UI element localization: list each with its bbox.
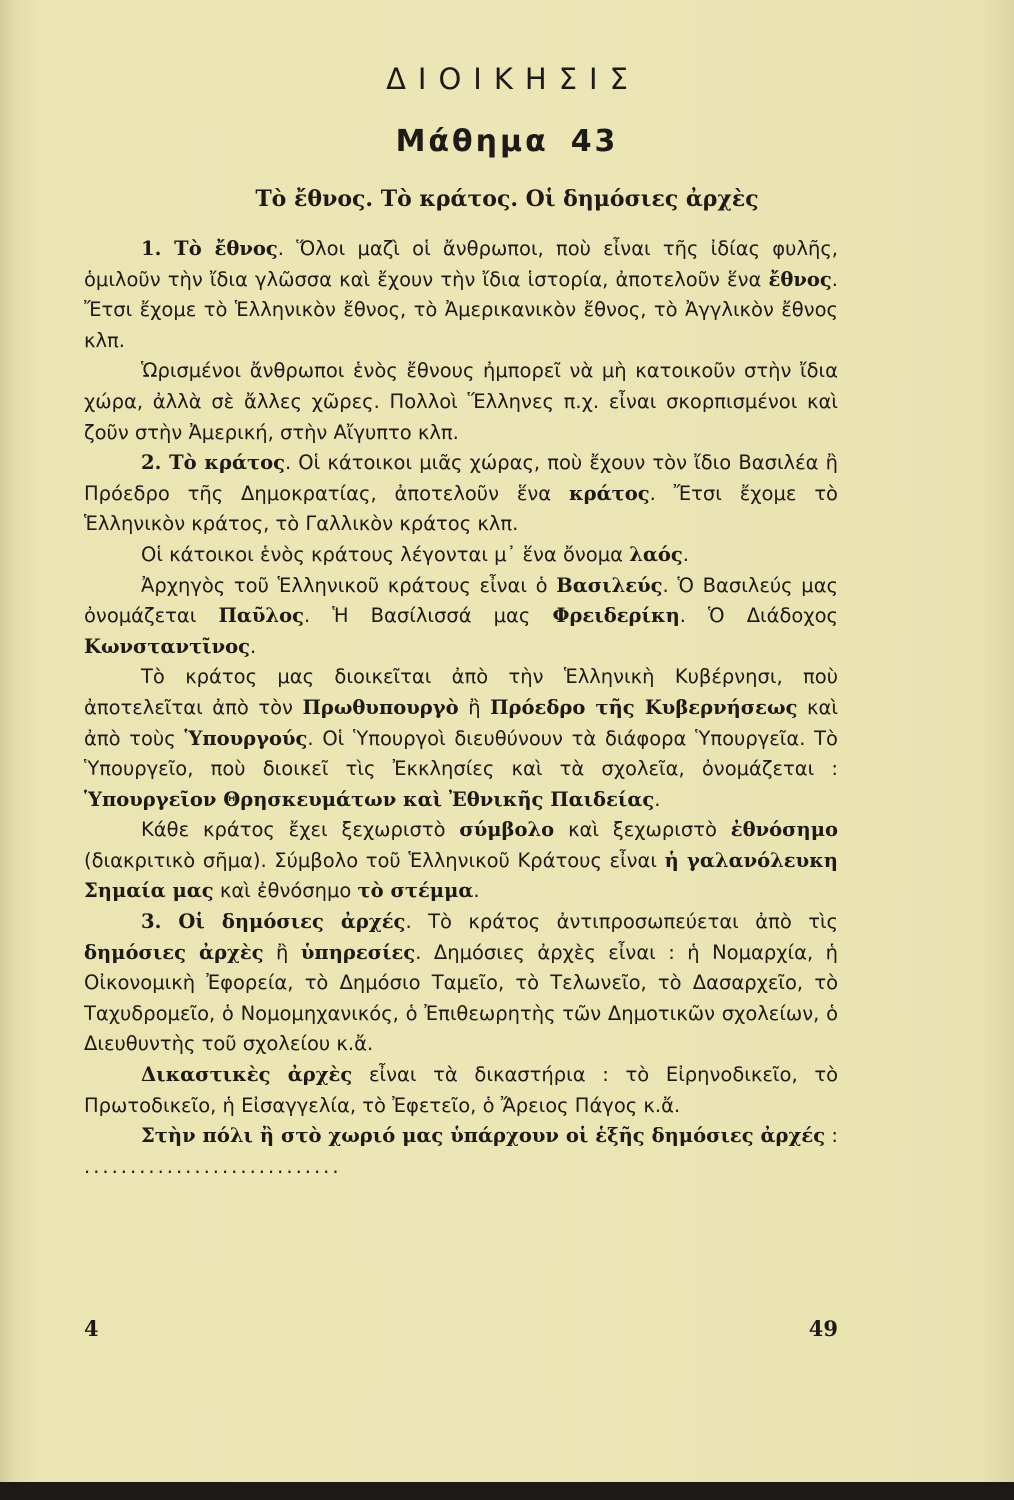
text-span: . Ἡ Βασίλισσά μας bbox=[303, 604, 553, 628]
paragraph-symbols bbox=[84, 815, 838, 907]
term-public-authorities: δημόσιες ἀρχὲς bbox=[84, 940, 264, 964]
page-number: 49 bbox=[808, 1316, 838, 1341]
text-span: ἢ bbox=[458, 695, 491, 719]
exercise-prompt: Στὴν πόλι ἢ στὸ χωριό μας ὑπάρχουν οἱ ἑξῆς δημόσιες ἀρχές bbox=[141, 1124, 826, 1148]
term-state: κράτος bbox=[569, 481, 650, 505]
text-span: . Ἔτσι ἔχομε τὸ Ἑλληνικὸν ἔθνος, τὸ Ἀμερικανικὸν ἔθνος, τὸ Ἀγγλικὸν ἔθνος κλπ. bbox=[84, 267, 838, 352]
term-king: Βασιλεύς bbox=[556, 573, 663, 597]
paragraph-people bbox=[84, 540, 838, 571]
paragraph-judicial-authorities bbox=[84, 1060, 838, 1121]
text-span: . Ὅλοι μαζὶ οἱ ἄνθρωποι, ποὺ εἶναι τῆς ἰδίας φυλῆς, ὁμιλοῦν τὴν ἴδια γλῶσσα καὶ ἔχουν τὴν ἴδια ἱστορία, ἀποτελοῦν ἕνα bbox=[84, 237, 838, 291]
section-title: ΔΙΟΙΚΗΣΙΣ bbox=[386, 62, 640, 96]
text-span: . Ἔτσι ἔχομε τὸ Ἑλληνικὸν κράτος, τὸ Γαλλικὸν κράτος κλπ. bbox=[84, 481, 838, 536]
lesson-number: 43 bbox=[570, 124, 619, 159]
lesson-body bbox=[84, 234, 838, 1182]
fill-in-dots: ............................ bbox=[84, 1154, 342, 1178]
term-president-of-government: Πρόεδρο τῆς Κυβερνήσεως bbox=[490, 695, 798, 719]
text-span: ἢ bbox=[263, 940, 301, 964]
term-paul: Παῦλος bbox=[218, 604, 304, 628]
term-services: ὑπηρεσίες bbox=[300, 940, 416, 964]
term-frederica: Φρειδερίκη bbox=[552, 604, 680, 628]
text-span: Ὡρισμένοι ἄνθρωποι ἑνὸς ἔθνους ἠμπορεῖ νὰ μὴ κατοικοῦν στὴν ἴδια χώρα, ἀλλὰ σὲ ἄλλες χῶρες. Πολλοὶ Ἕλληνες π.χ. εἶναι σκορπισμένοι καὶ ζοῦν στὴν Ἀμερική, στὴν Αἴγυπτο κλπ. bbox=[84, 359, 838, 444]
text-span: καὶ ξεχωριστὸ bbox=[554, 818, 731, 842]
heading-nation: 1. Τὸ ἔθνος bbox=[141, 237, 278, 260]
term-constantine: Κωνσταντῖνος bbox=[84, 634, 251, 658]
text-span: εἶναι τὰ δικαστήρια : τὸ Εἰρηνοδικεῖο, τὸ Πρωτοδικεῖο, ἡ Εἰσαγγελία, τὸ Ἐφετεῖο, ὁ Ἄρειος Πάγος κ.ἄ. bbox=[84, 1063, 839, 1117]
heading-state: 2. Τὸ κράτος bbox=[141, 451, 285, 475]
term-emblem: ἐθνόσημο bbox=[730, 818, 838, 842]
text-span: Τὸ κράτος μας διοικεῖται ἀπὸ τὴν Ἑλληνικὴ Κυβέρνησι, ποὺ ἀποτελεῖται ἀπὸ τὸν bbox=[84, 665, 838, 719]
term-ministry-of-education: Ὑπουργεῖον Θρησκευμάτων καὶ Ἐθνικῆς Παιδείας bbox=[84, 787, 655, 811]
text-span: . Ὁ Διάδοχος bbox=[679, 604, 838, 628]
text-span: : bbox=[825, 1124, 838, 1148]
paragraph-government bbox=[84, 662, 838, 815]
text-span: (διακριτικὸ σῆμα). Σύμβολο τοῦ Ἑλληνικοῦ Κράτους εἶναι bbox=[84, 848, 665, 872]
paragraph-exercise bbox=[84, 1121, 838, 1182]
paragraph-state bbox=[84, 448, 838, 540]
lesson-subtitle: Τὸ ἔθνος. Τὸ κράτος. Οἱ δημόσιες ἀρχὲς bbox=[255, 186, 759, 212]
heading-public-authorities: 3. Οἱ δημόσιες ἀρχές bbox=[141, 910, 406, 934]
text-span: Οἱ κάτοικοι ἑνὸς κράτους λέγονται μ᾿ ἕνα ὄνομα bbox=[141, 542, 630, 566]
text-span: . Οἱ κάτοικοι μιᾶς χώρας, ποὺ ἔχουν τὸν ἴδιο Βασιλέα ἢ Πρόεδρο τῆς Δημοκρατίας, ἀποτελοῦν ἕνα bbox=[84, 451, 838, 505]
lesson-label: Μάθημα bbox=[395, 124, 549, 159]
term-people: λαός bbox=[629, 542, 683, 566]
paragraph-royal-family bbox=[84, 571, 838, 663]
text-span: . bbox=[682, 542, 689, 566]
text-span: Κάθε κράτος ἔχει ξεχωριστὸ bbox=[141, 818, 460, 842]
term-nation: ἔθνος bbox=[768, 267, 832, 291]
text-span: . bbox=[250, 634, 257, 658]
paragraph-public-authorities bbox=[84, 907, 838, 1060]
signature-mark: 4 bbox=[84, 1316, 99, 1341]
lesson-heading bbox=[0, 124, 1014, 159]
term-crown: τὸ στέμμα bbox=[357, 879, 474, 903]
term-ministers: Ὑπουργούς bbox=[184, 726, 308, 750]
text-span: Ἀρχηγὸς τοῦ Ἑλληνικοῦ κράτους εἶναι ὁ bbox=[141, 573, 557, 597]
text-span: . bbox=[654, 787, 661, 811]
text-span: . Ὁ Βασιλεύς μας ὀνομάζεται bbox=[84, 573, 838, 628]
paragraph-diaspora bbox=[84, 356, 838, 448]
text-span: καὶ ἀπὸ τοὺς bbox=[84, 695, 838, 750]
term-prime-minister: Πρωθυπουργὸ bbox=[302, 695, 459, 719]
text-span: . Τὸ κράτος ἀντιπροσωπεύεται ἀπὸ τὶς bbox=[405, 910, 838, 934]
text-span: καὶ ἐθνόσημο bbox=[213, 879, 358, 903]
text-span: . Δημόσιες ἀρχὲς εἶναι : ἡ Νομαρχία, ἡ Οἰκονομικὴ Ἐφορεία, τὸ Δημόσιο Ταμεῖο, τὸ Τελωνεῖο, τὸ Δασαρχεῖο, τὸ Ταχυδρομεῖο, ὁ Νομομηχανικός, ὁ Ἐπιθεωρητὴς τῶν Δημοτικῶν σχολείων, ὁ Διευθυντὴς τοῦ σχολείου κ.ἄ. bbox=[84, 940, 838, 1056]
text-span: . bbox=[473, 879, 480, 903]
term-flag: ἡ γαλανόλευκη Σημαία μας bbox=[84, 848, 838, 903]
text-span: . Οἱ Ὑπουργοὶ διευθύνουν τὰ διάφορα Ὑπουργεῖα. Τὸ Ὑπουργεῖο, ποὺ διοικεῖ τὶς Ἐκκλησίες καὶ τὰ σχολεῖα, ὀνομάζεται : bbox=[84, 726, 838, 781]
term-symbol: σύμβολο bbox=[459, 818, 555, 842]
term-judicial-authorities: Δικαστικὲς ἀρχὲς bbox=[141, 1063, 353, 1087]
paragraph-nation bbox=[84, 234, 838, 356]
